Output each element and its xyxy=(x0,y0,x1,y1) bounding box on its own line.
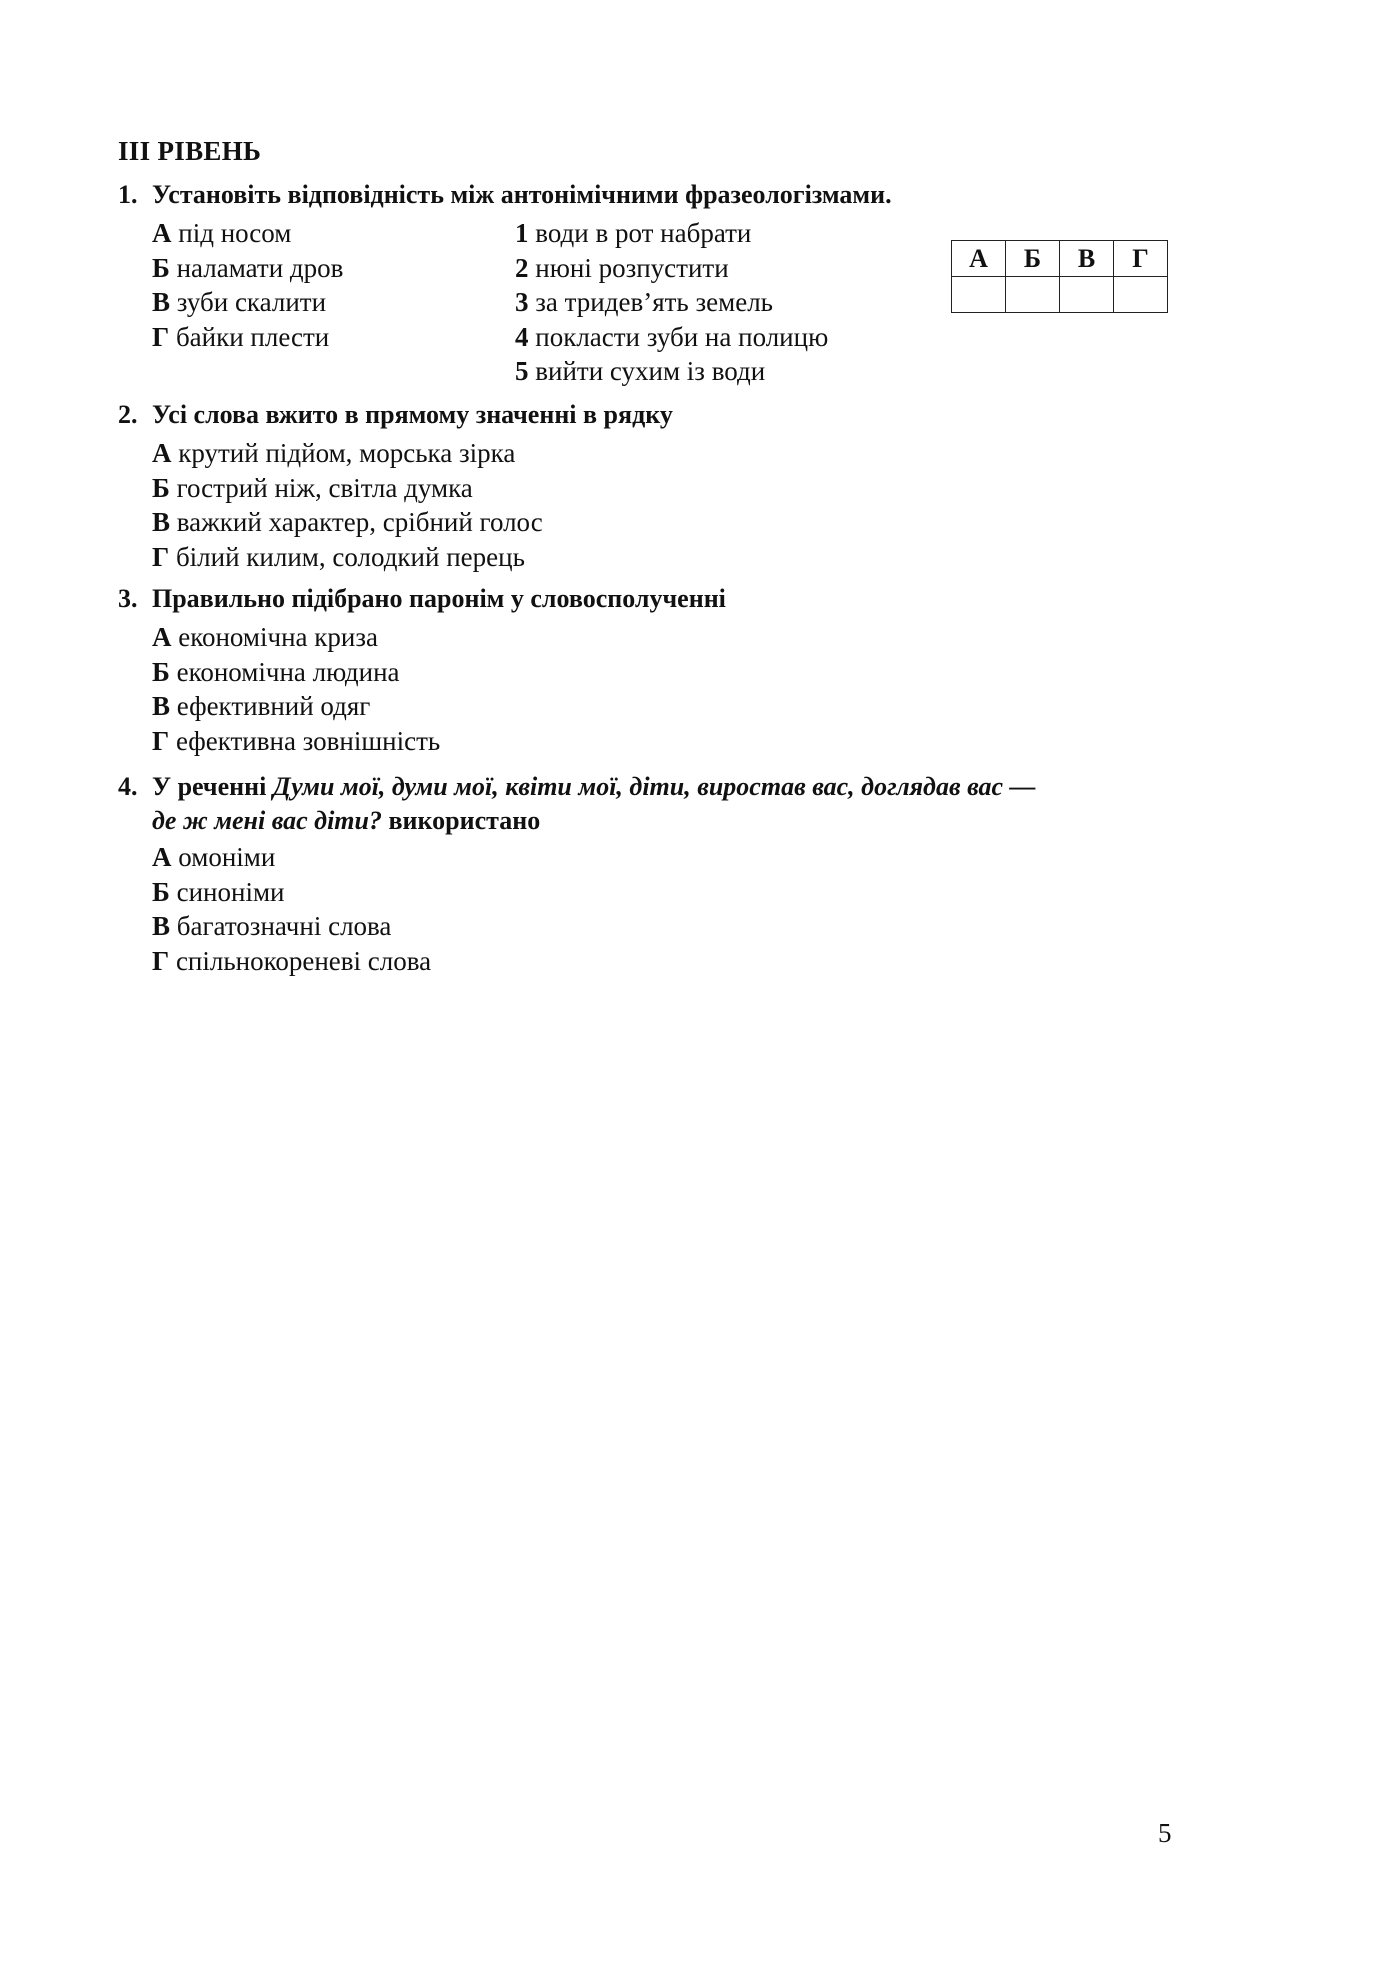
question-1-number: 1. xyxy=(118,180,138,209)
list-item: А крутий підйом, морська зірка xyxy=(152,438,516,468)
answer-grid-input-row xyxy=(952,277,1168,313)
page-number: 5 xyxy=(1158,1818,1172,1848)
list-item: В ефективний одяг xyxy=(152,691,371,721)
list-item: А економічна криза xyxy=(152,622,378,652)
question-4-heading-line-1 xyxy=(118,772,1036,802)
question-4-prefix: У реченні xyxy=(152,772,267,801)
list-item: Б наламати дров xyxy=(152,252,344,283)
question-3-text: Правильно підібрано паронім у словосполученні xyxy=(152,584,726,613)
list-item: Б синоніми xyxy=(152,876,285,907)
answer-grid-header: Г xyxy=(1114,241,1168,277)
answer-grid-header: А xyxy=(952,241,1006,277)
question-4-quote-line-1: Думи мої, думи мої, квіти мої, діти, виростав вас, доглядав вас — xyxy=(272,772,1036,801)
list-item: 1 води в рот набрати xyxy=(515,218,752,248)
question-4-number: 4. xyxy=(118,772,138,801)
list-item: А під носом xyxy=(152,218,292,248)
list-item: А омоніми xyxy=(152,842,276,872)
list-item: 4 покласти зуби на полицю xyxy=(515,321,829,352)
question-4-options xyxy=(152,840,431,978)
question-1-right-options xyxy=(515,216,828,389)
question-3-heading xyxy=(118,584,726,614)
list-item: Г байки плести xyxy=(152,321,330,352)
question-3-options xyxy=(152,620,440,758)
question-1-text: Установіть відповідність між антонімічними фразеологізмами. xyxy=(152,180,892,209)
answer-grid xyxy=(951,240,1168,313)
list-item: В багатозначні слова xyxy=(152,911,392,941)
list-item: Г білий килим, солодкий перець xyxy=(152,541,525,572)
question-1-left-options xyxy=(152,216,343,354)
list-item: Б економічна людина xyxy=(152,656,400,687)
list-item: Г ефективна зовнішність xyxy=(152,725,441,756)
question-4-suffix: використано xyxy=(388,806,541,835)
list-item: 3 за тридев’ять земель xyxy=(515,287,773,317)
answer-cell[interactable] xyxy=(1060,277,1114,313)
list-item: 5 вийти сухим із води xyxy=(515,356,766,386)
list-item: В зуби скалити xyxy=(152,287,327,317)
question-2-text: Усі слова вжито в прямому значенні в рядку xyxy=(152,400,673,429)
answer-cell[interactable] xyxy=(952,277,1006,313)
answer-grid-header: В xyxy=(1060,241,1114,277)
question-4-heading-line-2 xyxy=(152,806,540,836)
level-title: ІІІ РІВЕНЬ xyxy=(118,136,262,166)
list-item: Б гострий ніж, світла думка xyxy=(152,472,473,503)
answer-cell[interactable] xyxy=(1006,277,1060,313)
question-2-number: 2. xyxy=(118,400,138,429)
answer-grid-header: Б xyxy=(1006,241,1060,277)
question-2-options xyxy=(152,436,543,574)
list-item: 2 нюні розпустити xyxy=(515,252,729,283)
list-item: В важкий характер, срібний голос xyxy=(152,507,543,537)
question-4-quote-line-2: де ж мені вас діти? xyxy=(152,806,382,835)
answer-cell[interactable] xyxy=(1114,277,1168,313)
question-2-heading xyxy=(118,400,673,430)
answer-grid-header-row xyxy=(952,241,1168,277)
question-3-number: 3. xyxy=(118,584,138,613)
list-item: Г спільнокореневі слова xyxy=(152,945,432,976)
question-1-heading xyxy=(118,180,892,210)
